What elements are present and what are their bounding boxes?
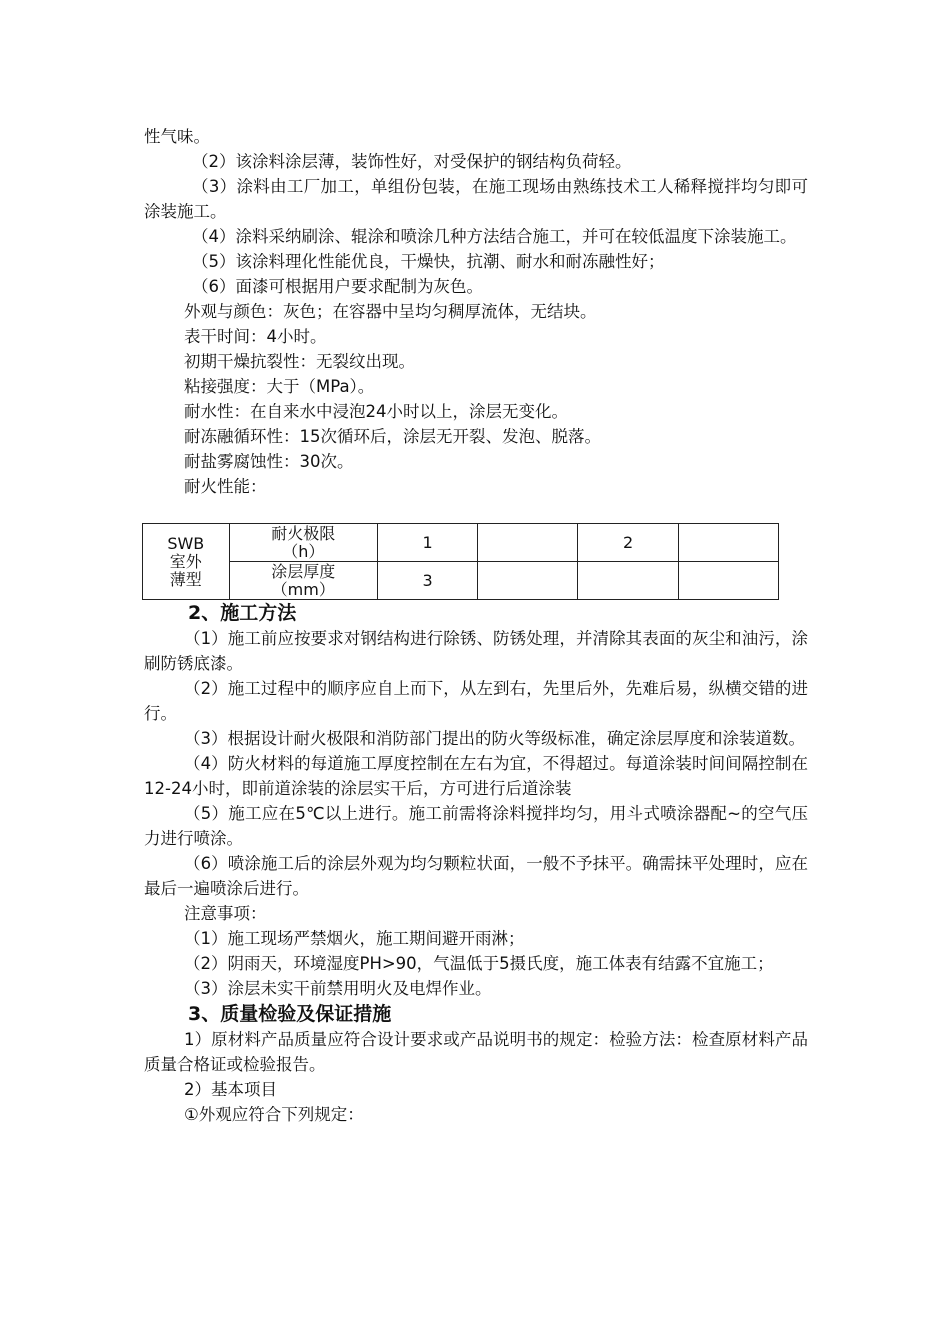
quality-item: 2）基本项目	[184, 1080, 277, 1099]
document-page	[144, 124, 808, 1127]
section-heading-construction: 2、施工方法	[188, 602, 297, 624]
fire-resistance-table	[142, 523, 779, 600]
spec-freeze-thaw: 耐冻融循环性：15次循环后，涂层无开裂、发泡、脱落。	[184, 427, 601, 446]
table-cell	[578, 562, 678, 600]
paragraph-item-5: （5）该涂料理化性能优良，干燥快，抗潮、耐水和耐冻融性好；	[192, 252, 665, 271]
quality-item: ①外观应符合下列规定：	[184, 1105, 364, 1124]
type-label-line: 薄型	[169, 569, 202, 589]
spec-crack-resistance: 初期干燥抗裂性：无裂纹出现。	[184, 352, 415, 371]
quality-item: 1）原材料产品质量应符合设计要求或产品说明书的规定：检验方法：检查原材料产品质量合格证或检验报告。	[144, 1030, 808, 1074]
table-row	[143, 562, 779, 600]
paragraph-item-4: （4）涂料采纳刷涂、辊涂和喷涂几种方法结合施工，并可在较低温度下涂装施工。	[192, 227, 797, 246]
paragraph-continuation: 性气味。	[144, 127, 210, 146]
fire-limit-label-cell	[229, 524, 377, 562]
paragraph-item-3: （3）涂料由工厂加工，单组份包装，在施工现场由熟练技术工人稀释搅拌均匀即可涂装施工。	[144, 177, 808, 221]
construction-step: （1）施工前应按要求对钢结构进行除锈、防锈处理，并清除其表面的灰尘和油污，涂刷防锈底漆。	[144, 629, 808, 673]
spec-appearance: 外观与颜色：灰色；在容器中呈均匀稠厚流体，无结块。	[184, 302, 597, 321]
paragraph-item-6: （6）面漆可根据用户要求配制为灰色。	[192, 277, 483, 296]
spec-fire-resistance: 耐火性能：	[184, 477, 267, 496]
spec-bond-strength: 粘接强度：大于（MPa）。	[184, 377, 375, 396]
paragraph-item-2: （2）该涂料涂层薄，装饰性好，对受保护的钢结构负荷轻。	[192, 152, 632, 171]
note-item: （2）阴雨天，环境湿度PH>90，气温低于5摄氏度，施工体表有结露不宜施工；	[184, 954, 774, 973]
thickness-label-cell	[229, 562, 377, 600]
spacer	[144, 499, 808, 523]
table-row	[143, 524, 779, 562]
construction-step: （2）施工过程中的顺序应自上而下，从左到右，先里后外，先难后易，纵横交错的进行。	[144, 679, 808, 723]
construction-step: （4）防火材料的每道施工厚度控制在左右为宜，不得超过。每道涂装时间间隔控制在12-24小时，即前道涂装的涂层实干后，方可进行后道涂装	[144, 754, 808, 798]
spec-salt-spray: 耐盐雾腐蚀性：30次。	[184, 452, 354, 471]
thickness-unit: （mm）	[271, 579, 335, 599]
fire-limit-unit: （h）	[282, 541, 325, 561]
type-label-line: 室外	[169, 551, 202, 571]
table-cell: 1	[377, 524, 477, 562]
table-cell: 2	[578, 524, 678, 562]
note-item: （3）涂层未实干前禁用明火及电焊作业。	[184, 979, 492, 998]
table-cell: 3	[377, 562, 477, 600]
table-cell	[478, 524, 578, 562]
construction-step: （5）施工应在5℃以上进行。施工前需将涂料搅拌均匀，用斗式喷涂器配~的空气压力进行喷涂。	[144, 804, 808, 848]
notes-title: 注意事项：	[184, 904, 267, 923]
table-cell	[678, 524, 778, 562]
thickness-label: 涂层厚度	[271, 561, 336, 581]
spec-water-resistance: 耐水性：在自来水中浸泡24小时以上，涂层无变化。	[184, 402, 568, 421]
table-cell	[478, 562, 578, 600]
construction-step: （6）喷涂施工后的涂层外观为均匀颗粒状面，一般不予抹平。确需抹平处理时，应在最后一遍喷涂后进行。	[144, 854, 808, 898]
table-cell	[678, 562, 778, 600]
note-item: （1）施工现场严禁烟火，施工期间避开雨淋；	[184, 929, 525, 948]
fire-limit-label: 耐火极限	[271, 523, 336, 543]
type-cell	[143, 524, 230, 600]
spec-surface-dry: 表干时间：4小时。	[184, 327, 327, 346]
section-heading-quality: 3、质量检验及保证措施	[188, 1003, 392, 1025]
construction-step: （3）根据设计耐火极限和消防部门提出的防火等级标准，确定涂层厚度和涂装道数。	[184, 729, 805, 748]
type-label-line: SWB	[167, 533, 205, 553]
